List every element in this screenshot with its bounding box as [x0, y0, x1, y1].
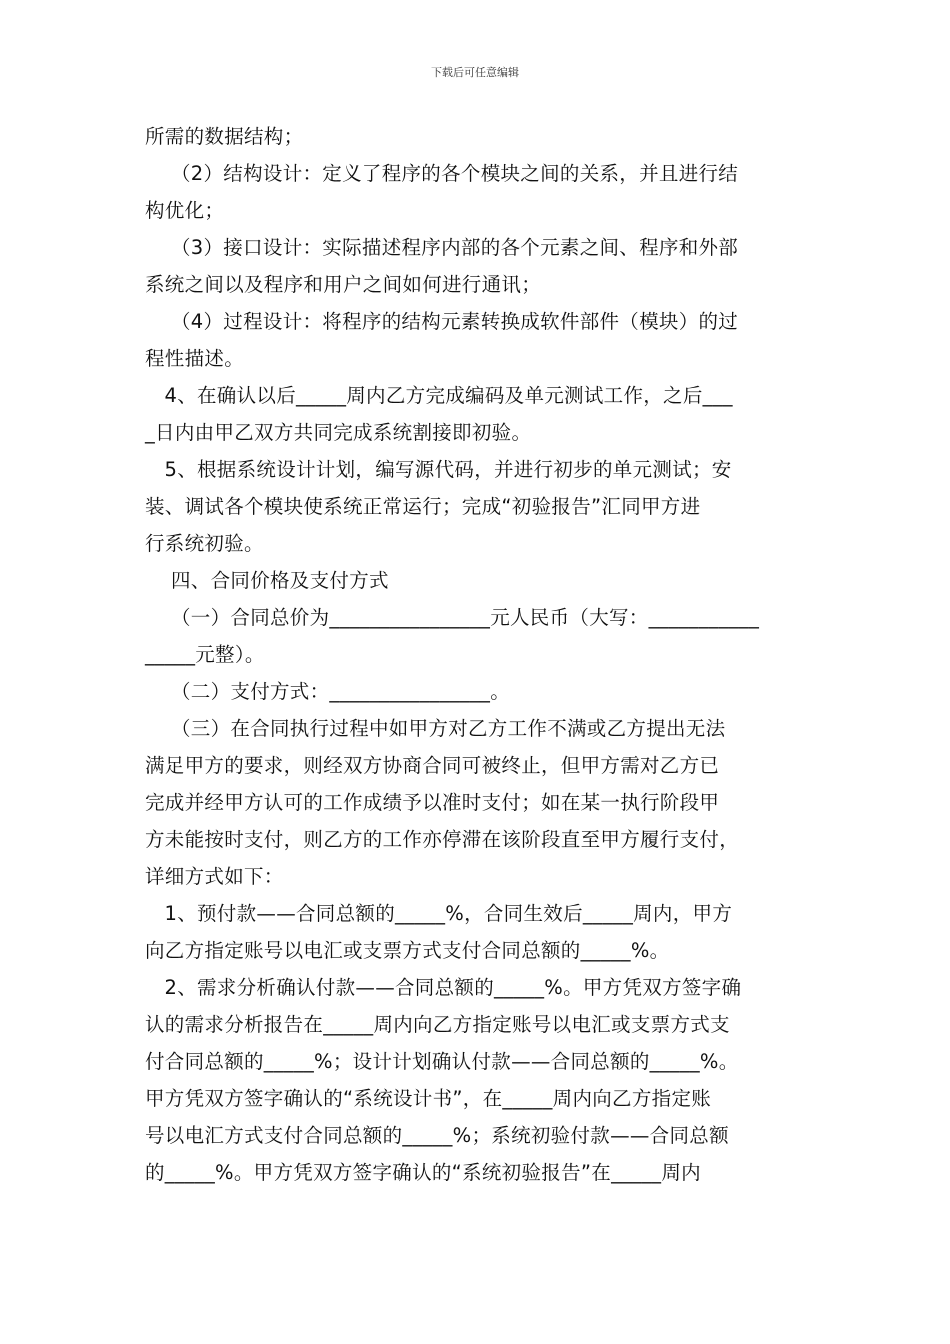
text-line: （4）过程设计：将程序的结构元素转换成软件部件（模块）的过 [145, 310, 739, 333]
text-line: 详细方式如下： [145, 865, 284, 888]
document-body [145, 118, 820, 1191]
text-line: （3）接口设计：实际描述程序内部的各个元素之间、程序和外部 [145, 236, 739, 259]
text-line: 满足甲方的要求，则经双方协商合同可被终止，但甲方需对乙方已 [145, 754, 720, 777]
text-line: 系统之间以及程序和用户之间如何进行通讯； [145, 273, 542, 296]
text-line: 4、在确认以后_____周内乙方完成编码及单元测试工作，之后___ [145, 384, 733, 407]
text-line: 向乙方指定账号以电汇或支票方式支付合同总额的_____%。 [145, 939, 670, 962]
text-line: _日内由甲乙双方共同完成系统割接即初验。 [145, 421, 532, 444]
text-line: 2、需求分析确认付款——合同总额的_____%。甲方凭双方签字确 [145, 976, 742, 999]
text-line: 程性描述。 [145, 347, 245, 370]
text-line: （二）支付方式：________________。 [145, 680, 510, 703]
page-header: 下载后可任意编辑 [431, 66, 519, 79]
text-line: 完成并经甲方认可的工作成绩予以准时支付；如在某一执行阶段甲 [145, 791, 720, 814]
text-line: 的_____%。甲方凭双方签字确认的“系统初验报告”在_____周内 [145, 1161, 701, 1184]
text-line: （三）在合同执行过程中如甲方对乙方工作不满或乙方提出无法 [145, 717, 726, 740]
text-line: 构优化； [145, 199, 225, 222]
text-line: 1、预付款——合同总额的_____%，合同生效后_____周内，甲方 [145, 902, 733, 925]
text-line: （一）合同总价为________________元人民币（大写：___________ [145, 606, 760, 629]
text-line: （2）结构设计：定义了程序的各个模块之间的关系，并且进行结 [145, 162, 739, 185]
text-line: 甲方凭双方签字确认的“系统设计书”，在_____周内向乙方指定账 [145, 1087, 712, 1110]
section-heading: 四、合同价格及支付方式 [145, 569, 389, 592]
text-line: 认的需求分析报告在_____周内向乙方指定账号以电汇或支票方式支 [145, 1013, 730, 1036]
text-line: 方未能按时支付，则乙方的工作亦停滞在该阶段直至甲方履行支付， [145, 828, 740, 851]
text-line: _____元整）。 [145, 643, 265, 666]
text-line: 5、根据系统设计计划，编写源代码，并进行初步的单元测试；安 [145, 458, 732, 481]
text-line: 付合同总额的_____%；设计计划确认付款——合同总额的_____%。 [145, 1050, 739, 1073]
text-line: 装、调试各个模块使系统正常运行；完成“初验报告”汇同甲方进 [145, 495, 701, 518]
text-line: 行系统初验。 [145, 532, 264, 555]
text-line: 号以电汇方式支付合同总额的_____%；系统初验付款——合同总额 [145, 1124, 729, 1147]
text-line: 所需的数据结构； [145, 125, 304, 148]
